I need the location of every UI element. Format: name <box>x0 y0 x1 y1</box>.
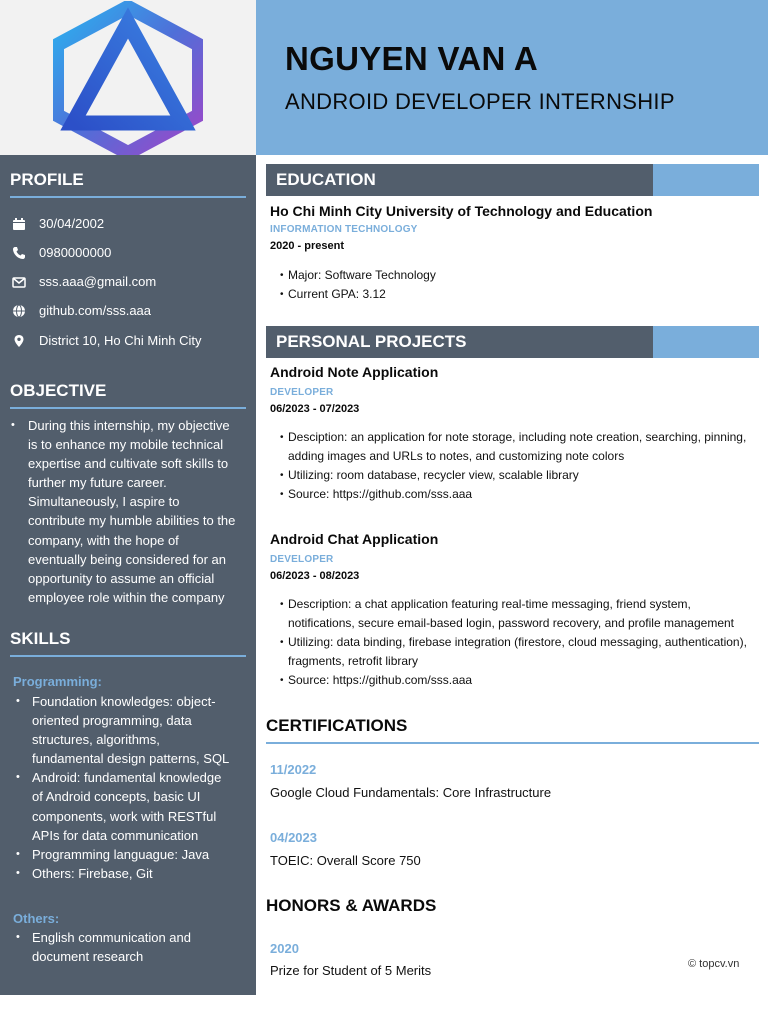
award-name: Prize for Student of 5 Merits <box>270 963 432 978</box>
project-title: Android Chat Application <box>270 531 439 547</box>
award-date: 2020 <box>270 941 299 956</box>
objective-text: • During this internship, my objective is to enhance my mobile technical expertise and cultivate soft skills to further my future career. Simultaneously, I aspire to contribute my humble abilities to the company, with the hope of eventually being considered for an opportunity to assume an official employee role within the company <box>11 418 236 605</box>
programming-skills: • Foundation knowledges: object- oriented programming, data structures, algorithms, fundamental design patterns, SQL • Android: fundamental knowledge of Android concepts, basic UI components, work with RESTful APIs for data communication • Programming languague: Java • Others: Firebase, Git <box>16 694 230 881</box>
contact-website[interactable] <box>12 303 151 318</box>
profile-heading: PROFILE <box>10 170 84 189</box>
objective-heading: OBJECTIVE <box>10 381 107 400</box>
globe-icon <box>12 304 26 318</box>
education-details: • Major: Software Technology • Current GPA: 3.12 <box>280 268 436 301</box>
calendar-icon <box>12 217 26 231</box>
location-pin-icon <box>12 334 26 348</box>
header-banner <box>256 0 768 155</box>
contact-text: 0980000000 <box>39 245 112 260</box>
awards-heading: HONORS & AWARDS <box>266 896 437 915</box>
project-dates: 06/2023 - 08/2023 <box>270 570 360 582</box>
project-role: DEVELOPER <box>270 554 334 565</box>
school-name: Ho Chi Minh City University of Technology and Education <box>270 203 653 219</box>
major-label: INFORMATION TECHNOLOGY <box>270 224 418 235</box>
contact-text: github.com/sss.aaa <box>39 303 152 318</box>
education-dates: 2020 - present <box>270 240 344 252</box>
email-icon <box>12 275 26 289</box>
candidate-name: NGUYEN VAN A <box>285 40 538 77</box>
logo-panel <box>0 0 256 155</box>
certification-date: 04/2023 <box>270 830 317 845</box>
source-link[interactable]: Source: https://github.com/sss.aaa <box>288 487 473 501</box>
footer-credit: © topcv.vn <box>688 958 740 970</box>
programming-label: Programming: <box>13 674 102 689</box>
contact-text: District 10, Ho Chi Minh City <box>39 333 202 348</box>
projects-heading-bar <box>266 326 759 358</box>
triangle-hexagon-logo-icon <box>53 1 203 156</box>
contact-birthdate <box>12 216 104 231</box>
contact-address <box>12 333 202 348</box>
project-role: DEVELOPER <box>270 387 334 398</box>
project-details: • Desciption: an application for note storage, including note creation, searching, pinning, adding images and URLs to notes, and customizing note colors • Utilizing: room database, recycler view, scalable library • Source: https://github.com/sss.aaa <box>280 430 747 501</box>
contact-email[interactable] <box>12 274 156 289</box>
certifications-divider <box>266 742 759 744</box>
project-title: Android Note Application <box>270 364 439 380</box>
education-heading: EDUCATION <box>276 170 376 189</box>
contact-text: 30/04/2002 <box>39 216 105 231</box>
certification-date: 11/2022 <box>270 762 317 777</box>
objective-divider <box>10 407 246 409</box>
phone-icon <box>12 246 26 260</box>
source-link[interactable]: Source: https://github.com/sss.aaa <box>288 673 473 687</box>
contact-phone <box>12 245 111 260</box>
certification-name: Google Cloud Fundamentals: Core Infrastructure <box>270 785 552 800</box>
target-role: ANDROID DEVELOPER INTERNSHIP <box>285 89 675 114</box>
project-details: • Description: a chat application featuring real-time messaging, friend system, notifications, secure email-based login, password recovery, and profile management • Utilizing: data binding, firebase integration (firestore, cloud messaging, authentication), fragments, retrofit library • Source: https://github.com/sss.aaa <box>280 597 747 687</box>
contact-text: sss.aaa@gmail.com <box>39 274 157 289</box>
projects-heading: PERSONAL PROJECTS <box>276 332 467 351</box>
sidebar <box>0 155 256 995</box>
skills-heading: SKILLS <box>10 629 71 648</box>
education-heading-bar <box>266 164 759 196</box>
certification-name: TOEIC: Overall Score 750 <box>270 853 421 868</box>
other-skills: • English communication and document research <box>16 930 191 965</box>
profile-divider <box>10 196 246 198</box>
project-dates: 06/2023 - 07/2023 <box>270 403 360 415</box>
others-label: Others: <box>13 911 60 926</box>
skills-divider <box>10 655 246 657</box>
certifications-heading: CERTIFICATIONS <box>266 716 408 735</box>
